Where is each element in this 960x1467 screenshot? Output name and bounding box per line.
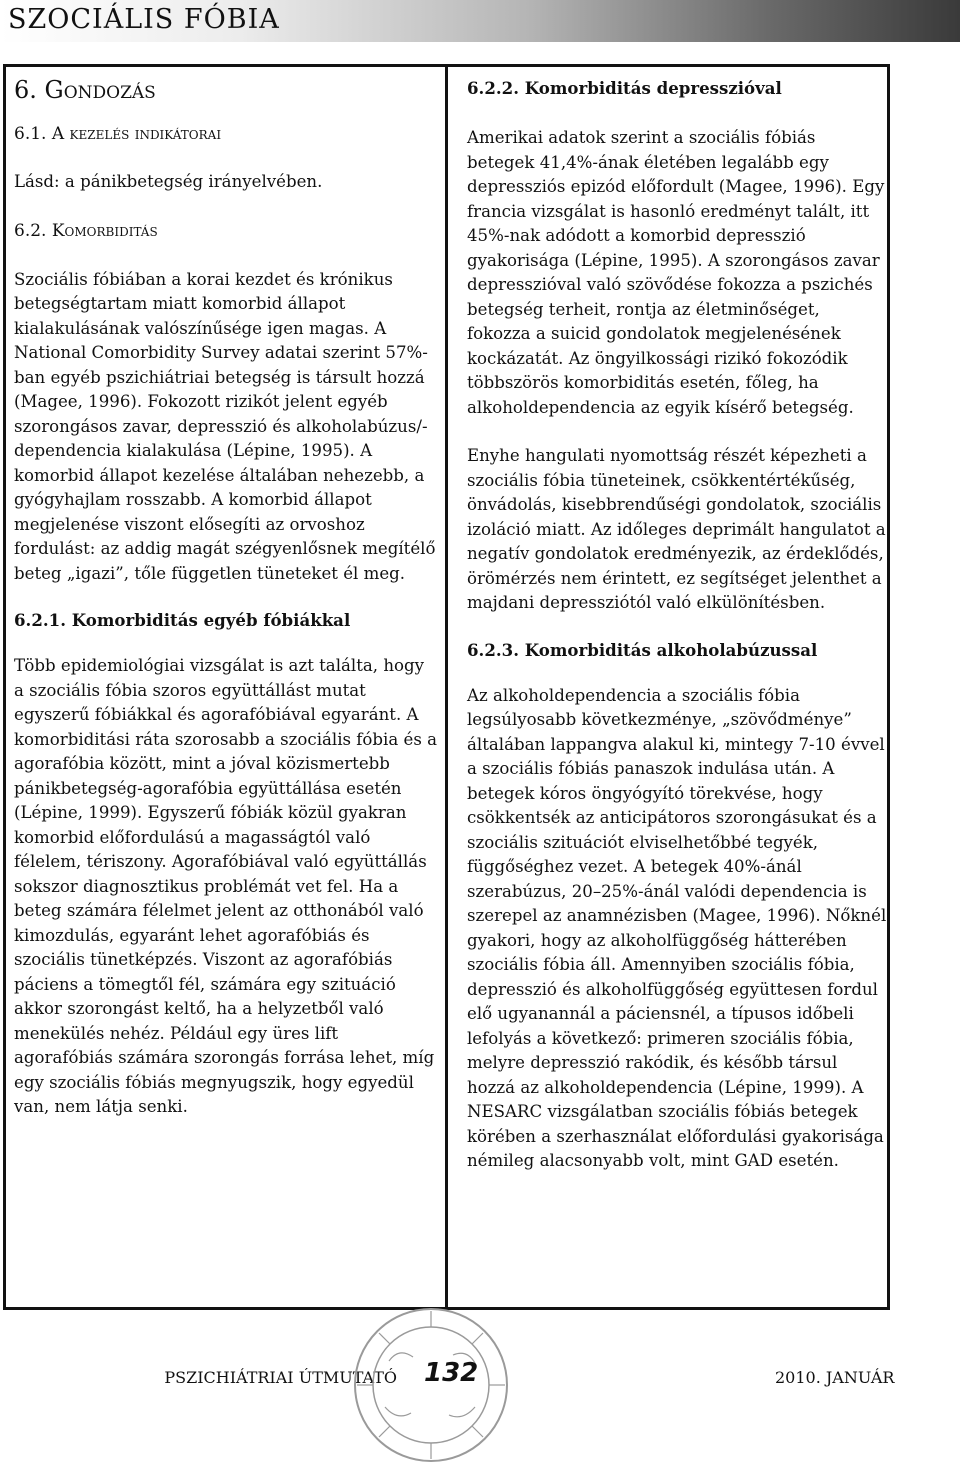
- right-column: [467, 76, 887, 1174]
- chapter-heading: 6. Gondozás: [14, 76, 156, 104]
- footer-publication: PSZICHIÁTRIAI ÚTMUTATÓ: [164, 1368, 397, 1387]
- paragraph-alcohol: Az alkoholdependencia a szociális fóbia legsúlyosabb következménye, „szövődménye” általában lappangva alakul ki, mintegy 7-10 évvel a szociális fóbiás panaszok indulása után. A betegek kóros öngyógyító törekvése, hogy csökkentsék az anticipátoros szorongásukat és a szociális szituációt elviselhetőbbé tegyék, függőséghez vezet. A betegek 40%-ánál szerabúzus, 20–25%-ánál valódi dependencia is szerepel az anamnézisben (Magee, 1996). Nőknél gyakori, hogy az alkoholfüggőség hátterében szociális fóbia áll. Amennyiben szociális fóbia, depresszió és alkoholfüggőség együttesen fordul elő ugyanannál a páciensnél, a típusos időbeli lefolyás a következő: primeren szociális fóbia, melyre depresszió rakódik, és később társul hozzá az alkoholdependencia (Lépine, 1999). A NESARC vizsgálatban szociális fóbiás betegek körében a szerhasználat előfordulási gyakorisága némileg alacsonyabb volt, mint GAD esetén.: [467, 685, 887, 1170]
- section-heading-indications: 6.1. A kezelés indikátorai: [14, 124, 222, 144]
- subsection-heading-alcohol: 6.2.3. Komorbiditás alkoholabúzussal: [467, 639, 818, 660]
- left-column: [14, 76, 438, 1120]
- paragraph-mild-depression: Enyhe hangulati nyomottság részét képezheti a szociális fóbia tüneteinek, csökkentértékűség, önvádolás, kisebbrendűségi gondolatok, szociális izoláció miatt. Az időleges deprimált hangulatot a negatív gondolatok eredményezik, az érdeklődés, örömérzés nem érintett, ez segítséget jelenthet a majdani depressziótól való elkülönítésben.: [467, 446, 886, 612]
- subsection-heading-phobias: 6.2.1. Komorbiditás egyéb fóbiákkal: [14, 610, 351, 630]
- running-title: SZOCIÁLIS FÓBIA: [8, 4, 280, 35]
- paragraph-see-panic: Lásd: a pánikbetegség irányelvében.: [14, 172, 323, 191]
- header-bar: [0, 0, 960, 42]
- subsection-heading-depression: 6.2.2. Komorbiditás depresszióval: [467, 78, 782, 98]
- paragraph-phobias: Több epidemiológiai vizsgálat is azt találta, hogy a szociális fóbia szoros együttállást mutat egyszerű fóbiákkal és agorafóbiával egyaránt. A komorbiditási ráta szorosabb a szociális fóbia és a agorafóbia között, mint a jóval közismertebb pánikbetegség-agorafóbia együttállása esetén (Lépine, 1999). Egyszerű fóbiák közül gyakran komorbid előfordulású a magasságtól való félelem, tériszony. Agorafóbiával való együttállás sokszor diagnosztikus problémát vet fel. Ha a beteg számára félelmet jelent az otthonából való kimozdulás, egyaránt lehet agorafóbiás és szociális tünetképzés. Viszont az agorafóbiás páciens a tömegtől fél, számára egy szituáció akkor szorongást keltő, ha a helyzetből való menekülés nehéz. Például egy üres lift agorafóbiás számára szorongás forrása lehet, míg egy szociális fóbiás megnyugszik, hogy egyedül van, nem látja senki.: [14, 656, 438, 1116]
- section-heading-comorbidity: 6.2. Komorbiditás: [14, 220, 158, 241]
- footer-date: 2010. JANUÁR: [775, 1368, 895, 1387]
- paragraph-comorbidity: Szociális fóbiában a korai kezdet és krónikus betegségtartam miatt komorbid állapot kialakulásának valószínűsége igen magas. A National Comorbidity Survey adatai szerint 57%-ban egyéb pszichiátriai betegség is társult hozzá (Magee, 1996). Fokozott rizikót jelent egyéb szorongásos zavar, depresszió és alkoholabúzus/-dependencia kialakulása (Lépine, 1995). A komorbid állapot kezelése általában nehezebb, a gyógyhajlam rosszabb. A komorbid állapot megjelenése viszont elősegíti az orvoshoz fordulást: az addig magát szégyenlősnek megítélő beteg „igazi”, tőle független tüneteket él meg.: [14, 269, 436, 583]
- paragraph-depression-data: Amerikai adatok szerint a szociális fóbiás betegek 41,4%-ának életében legalább egy depressziós epizód előfordult (Magee, 1996). Egy francia vizsgálat is hasonló eredményt talált, itt 45%-nak adódott a komorbid depresszió gyakorisága (Lépine, 1995). A szorongásos zavar depresszióval való szövődése fokozza a pszichés betegség terheit, rontja az életminőséget, fokozza a suicid gondolatok megjelenésének kockázatát. Az öngyilkossági rizikó fokozódik többszörös komorbiditás esetén, főleg, ha alkoholdependencia az egyik kísérő betegség.: [467, 128, 885, 417]
- column-divider: [445, 64, 448, 1310]
- page-number: 132: [424, 1358, 479, 1388]
